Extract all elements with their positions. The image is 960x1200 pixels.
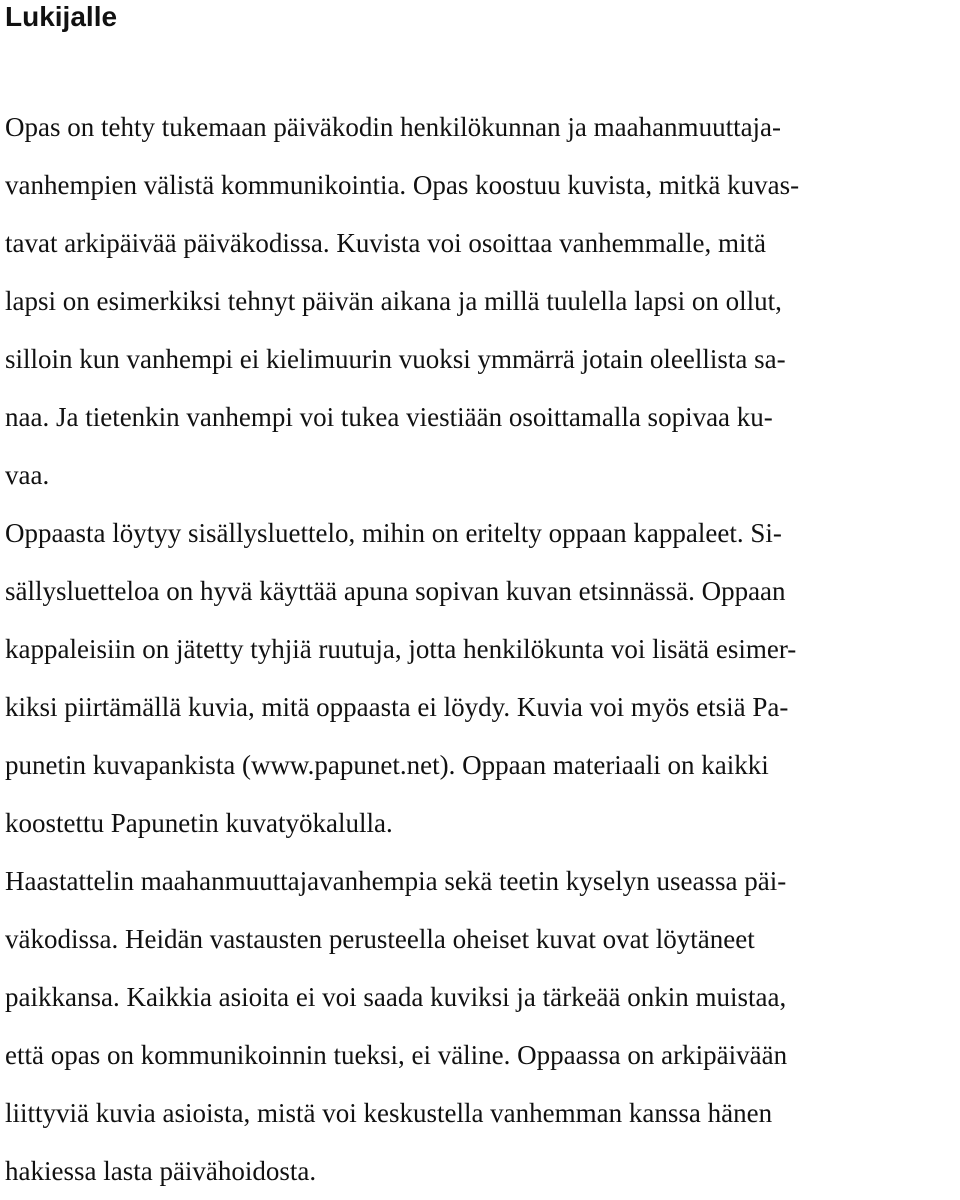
body-text (5, 98, 955, 1200)
text-line: koostettu Papunetin kuvatyökalulla. (5, 808, 393, 838)
text-line: Oppaasta löytyy sisällysluettelo, mihin on eritelty oppaan kappaleet. Si- (5, 518, 782, 548)
page-title: Lukijalle (5, 1, 118, 32)
text-line: tavat arkipäivää päiväkodissa. Kuvista voi osoittaa vanhemmalle, mitä (5, 228, 767, 258)
text-line: kiksi piirtämällä kuvia, mitä oppaasta ei löydy. Kuvia voi myös etsiä Pa- (5, 692, 789, 722)
text-line: kappaleisiin on jätetty tyhjiä ruutuja, jotta henkilökunta voi lisätä esimer- (5, 634, 797, 664)
text-line: Opas on tehty tukemaan päiväkodin henkilökunnan ja maahanmuuttaja- (5, 112, 782, 142)
text-line: vaa. (5, 460, 50, 490)
text-line: hakiessa lasta päivähoidosta. (5, 1156, 317, 1186)
text-line: että opas on kommunikoinnin tueksi, ei väline. Oppaassa on arkipäivään (5, 1040, 788, 1070)
text-line: vanhempien välistä kommunikointia. Opas koostuu kuvista, mitkä kuvas- (5, 170, 800, 200)
text-line: Haastattelin maahanmuuttajavanhempia sekä teetin kyselyn useassa päi- (5, 866, 787, 896)
text-line: väkodissa. Heidän vastausten perusteella oheiset kuvat ovat löytäneet (5, 924, 755, 954)
text-line: silloin kun vanhempi ei kielimuurin vuoksi ymmärrä jotain oleellista sa- (5, 344, 786, 374)
text-line: punetin kuvapankista (www.papunet.net). Oppaan materiaali on kaikki (5, 750, 769, 780)
text-line: paikkansa. Kaikkia asioita ei voi saada kuviksi ja tärkeää onkin muistaa, (5, 982, 787, 1012)
text-line: lapsi on esimerkiksi tehnyt päivän aikana ja millä tuulella lapsi on ollut, (5, 286, 782, 316)
text-line: naa. Ja tietenkin vanhempi voi tukea viestiään osoittamalla sopivaa ku- (5, 402, 773, 432)
text-line: sällysluetteloa on hyvä käyttää apuna sopivan kuvan etsinnässä. Oppaan (5, 576, 786, 606)
text-line: liittyviä kuvia asioista, mistä voi keskustella vanhemman kanssa hänen (5, 1098, 773, 1128)
